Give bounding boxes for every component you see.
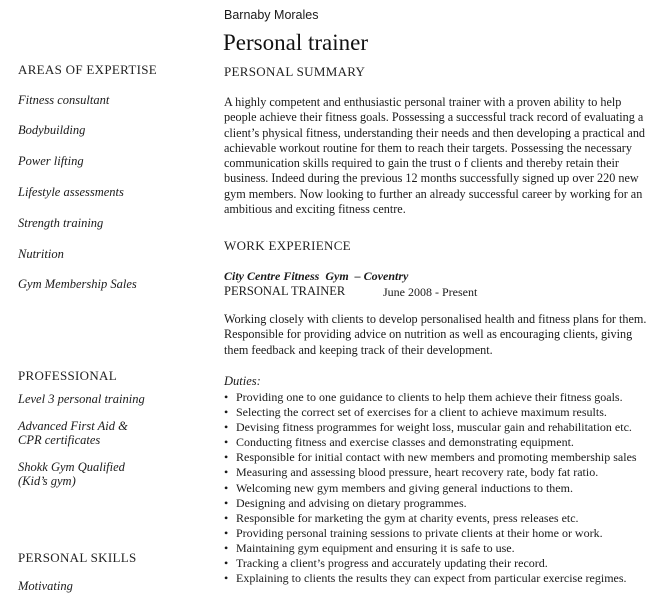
duty-item: • Explaining to clients the results they can expect from particular exercise regimes. xyxy=(224,571,637,586)
expertise-item: Power lifting xyxy=(18,154,84,168)
expertise-item: Gym Membership Sales xyxy=(18,277,137,291)
work-heading: WORK EXPERIENCE xyxy=(224,238,351,253)
duty-item: • Providing personal training sessions to private clients at their home or work. xyxy=(224,526,637,541)
company-name: City Centre Fitness Gym – Coventry xyxy=(224,269,409,283)
duty-item: • Conducting fitness and exercise classes and demonstrating equipment. xyxy=(224,435,637,450)
duty-item: • Maintaining gym equipment and ensuring it is safe to use. xyxy=(224,541,637,556)
expertise-item: Strength training xyxy=(18,216,104,230)
expertise-item: Bodybuilding xyxy=(18,123,86,137)
duty-item: • Providing one to one guidance to clients to help them achieve their fitness goals. xyxy=(224,390,637,405)
expertise-item: Nutrition xyxy=(18,247,64,261)
duty-item: • Measuring and assessing blood pressure, heart recovery rate, body fat ratio. xyxy=(224,465,637,480)
expertise-heading: AREAS OF EXPERTISE xyxy=(18,62,157,77)
summary-text: A highly competent and enthusiastic personal trainer with a proven ability to help people achieve their fitness goals. Possessing a successful track record of evaluating a client’s physical fitness, understanding their needs and then developing a practical and achievable workout routine for them to reach their targets. Possessing the necessary communication skills required to gain the trust o f clients and thereby retain their business. Indeed during the previous 12 months successfully signed up over 220 new gym members. Now looking to further an already successful career by working for an ambitious and exciting fitness centre. xyxy=(224,95,646,217)
job-dates: June 2008 - Present xyxy=(383,285,478,299)
duties-label: Duties: xyxy=(224,374,261,388)
professional-item: Shokk Gym Qualified (Kid’s gym) xyxy=(18,460,125,488)
professional-item: Advanced First Aid & CPR certificates xyxy=(18,419,128,447)
duty-item: • Designing and advising on dietary programmes. xyxy=(224,496,637,511)
duty-item: • Devising fitness programmes for weight loss, muscular gain and rehabilitation etc. xyxy=(224,420,637,435)
job-description: Working closely with clients to develop personalised health and fitness plans for them. Responsible for providing advice on nutrition as well as encouraging clients, giving them feedback and keeping track of their development. xyxy=(224,312,647,357)
page-title: Personal trainer xyxy=(223,30,368,55)
duty-item: • Selecting the correct set of exercises for a client to achieve maximum results. xyxy=(224,405,637,420)
duty-item: • Tracking a client’s progress and accurately updating their record. xyxy=(224,556,637,571)
duty-item: • Responsible for initial contact with new members and promoting membership sales xyxy=(224,450,637,465)
skills-item: Motivating xyxy=(18,579,73,593)
candidate-name: Barnaby Morales xyxy=(224,8,319,22)
skills-heading: PERSONAL SKILLS xyxy=(18,550,137,565)
duty-item: • Welcoming new gym members and giving general inductions to them. xyxy=(224,481,637,496)
professional-heading: PROFESSIONAL xyxy=(18,368,117,383)
summary-heading: PERSONAL SUMMARY xyxy=(224,64,366,79)
expertise-item: Fitness consultant xyxy=(18,93,110,107)
expertise-item: Lifestyle assessments xyxy=(18,185,124,199)
professional-item: Level 3 personal training xyxy=(18,392,145,406)
duty-item: • Responsible for marketing the gym at charity events, press releases etc. xyxy=(224,511,637,526)
job-title: PERSONAL TRAINER xyxy=(224,284,346,298)
duties-list xyxy=(224,390,637,586)
